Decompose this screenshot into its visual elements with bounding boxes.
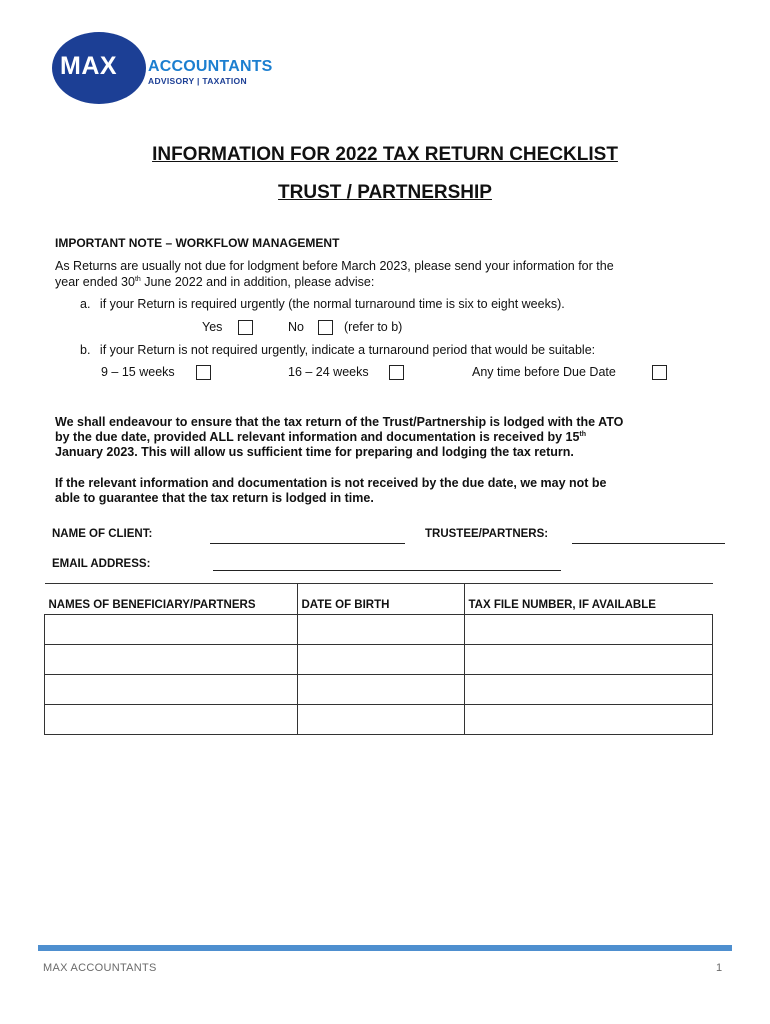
- intro-line-1: As Returns are usually not due for lodgment before March 2023, please send your information for the: [55, 259, 614, 273]
- company-logo: [52, 28, 282, 106]
- email-label: EMAIL ADDRESS:: [52, 558, 151, 570]
- no-checkbox[interactable]: [318, 320, 333, 335]
- trustee-label: TRUSTEE/PARTNERS:: [425, 528, 549, 540]
- table-row: [45, 705, 713, 735]
- option-due-date-checkbox[interactable]: [652, 365, 667, 380]
- intro-line-2: year ended 30th June 2022 and in addition, please advise:: [55, 275, 375, 289]
- table-row: [45, 645, 713, 675]
- item-a-marker: a.: [80, 297, 91, 311]
- item-b-marker: b.: [80, 343, 91, 357]
- table-row: [45, 675, 713, 705]
- footer-bar: [38, 945, 732, 951]
- refer-note: (refer to b): [344, 320, 403, 334]
- table-cell[interactable]: [464, 705, 713, 735]
- header-names: NAMES OF BENEFICIARY/PARTNERS: [45, 584, 298, 615]
- table-cell[interactable]: [464, 645, 713, 675]
- client-name-field[interactable]: [210, 543, 405, 544]
- lodgement-paragraph: We shall endeavour to ensure that the tax return of the Trust/Partnership is lodged with the ATO by the due date, provided ALL relevant information and documentation is received by 15th January 2023. This will allow us sufficient time for preparing and lodging the tax return.: [55, 415, 624, 459]
- yes-checkbox[interactable]: [238, 320, 253, 335]
- table-cell[interactable]: [45, 675, 298, 705]
- option-due-date-label: Any time before Due Date: [472, 365, 616, 379]
- table-header-row: [45, 584, 713, 615]
- table-cell[interactable]: [45, 645, 298, 675]
- page-number: 1: [716, 962, 723, 974]
- yes-label: Yes: [202, 320, 223, 334]
- table-cell[interactable]: [297, 705, 464, 735]
- logo-max-text: MAX: [60, 52, 118, 80]
- page-subtitle: TRUST / PARTNERSHIP: [278, 182, 492, 203]
- warning-paragraph: If the relevant information and documentation is not received by the due date, we may not be able to guarantee that the tax return is lodged in time.: [55, 476, 607, 505]
- table-cell[interactable]: [464, 675, 713, 705]
- table-cell[interactable]: [45, 705, 298, 735]
- client-name-label: NAME OF CLIENT:: [52, 528, 153, 540]
- item-b-text: if your Return is not required urgently, indicate a turnaround period that would be suitable:: [99, 343, 596, 357]
- trustee-field[interactable]: [572, 543, 725, 544]
- option-9-15-checkbox[interactable]: [196, 365, 211, 380]
- intro-paragraph: [55, 258, 705, 290]
- item-b: [80, 343, 595, 357]
- table-row: [45, 615, 713, 645]
- email-field[interactable]: [213, 570, 561, 571]
- beneficiary-table: [44, 583, 713, 735]
- item-a-text: if your Return is required urgently (the normal turnaround time is six to eight weeks).: [99, 297, 565, 311]
- option-16-24-label: 16 – 24 weeks: [288, 365, 369, 379]
- logo-company-text: ACCOUNTANTS: [148, 58, 273, 75]
- header-dob: DATE OF BIRTH: [297, 584, 464, 615]
- header-tfn: TAX FILE NUMBER, IF AVAILABLE: [464, 584, 713, 615]
- option-16-24-checkbox[interactable]: [389, 365, 404, 380]
- item-a: [80, 297, 565, 311]
- table-cell[interactable]: [45, 615, 298, 645]
- note-heading: IMPORTANT NOTE – WORKFLOW MANAGEMENT: [55, 236, 340, 250]
- table-cell[interactable]: [297, 645, 464, 675]
- footer-company: MAX ACCOUNTANTS: [43, 962, 157, 974]
- option-9-15-label: 9 – 15 weeks: [101, 365, 175, 379]
- table-cell[interactable]: [464, 615, 713, 645]
- logo-tagline: ADVISORY | TAXATION: [148, 76, 247, 86]
- table-cell[interactable]: [297, 615, 464, 645]
- table-cell[interactable]: [297, 675, 464, 705]
- page-title: INFORMATION FOR 2022 TAX RETURN CHECKLIST: [152, 144, 618, 165]
- no-label: No: [288, 320, 304, 334]
